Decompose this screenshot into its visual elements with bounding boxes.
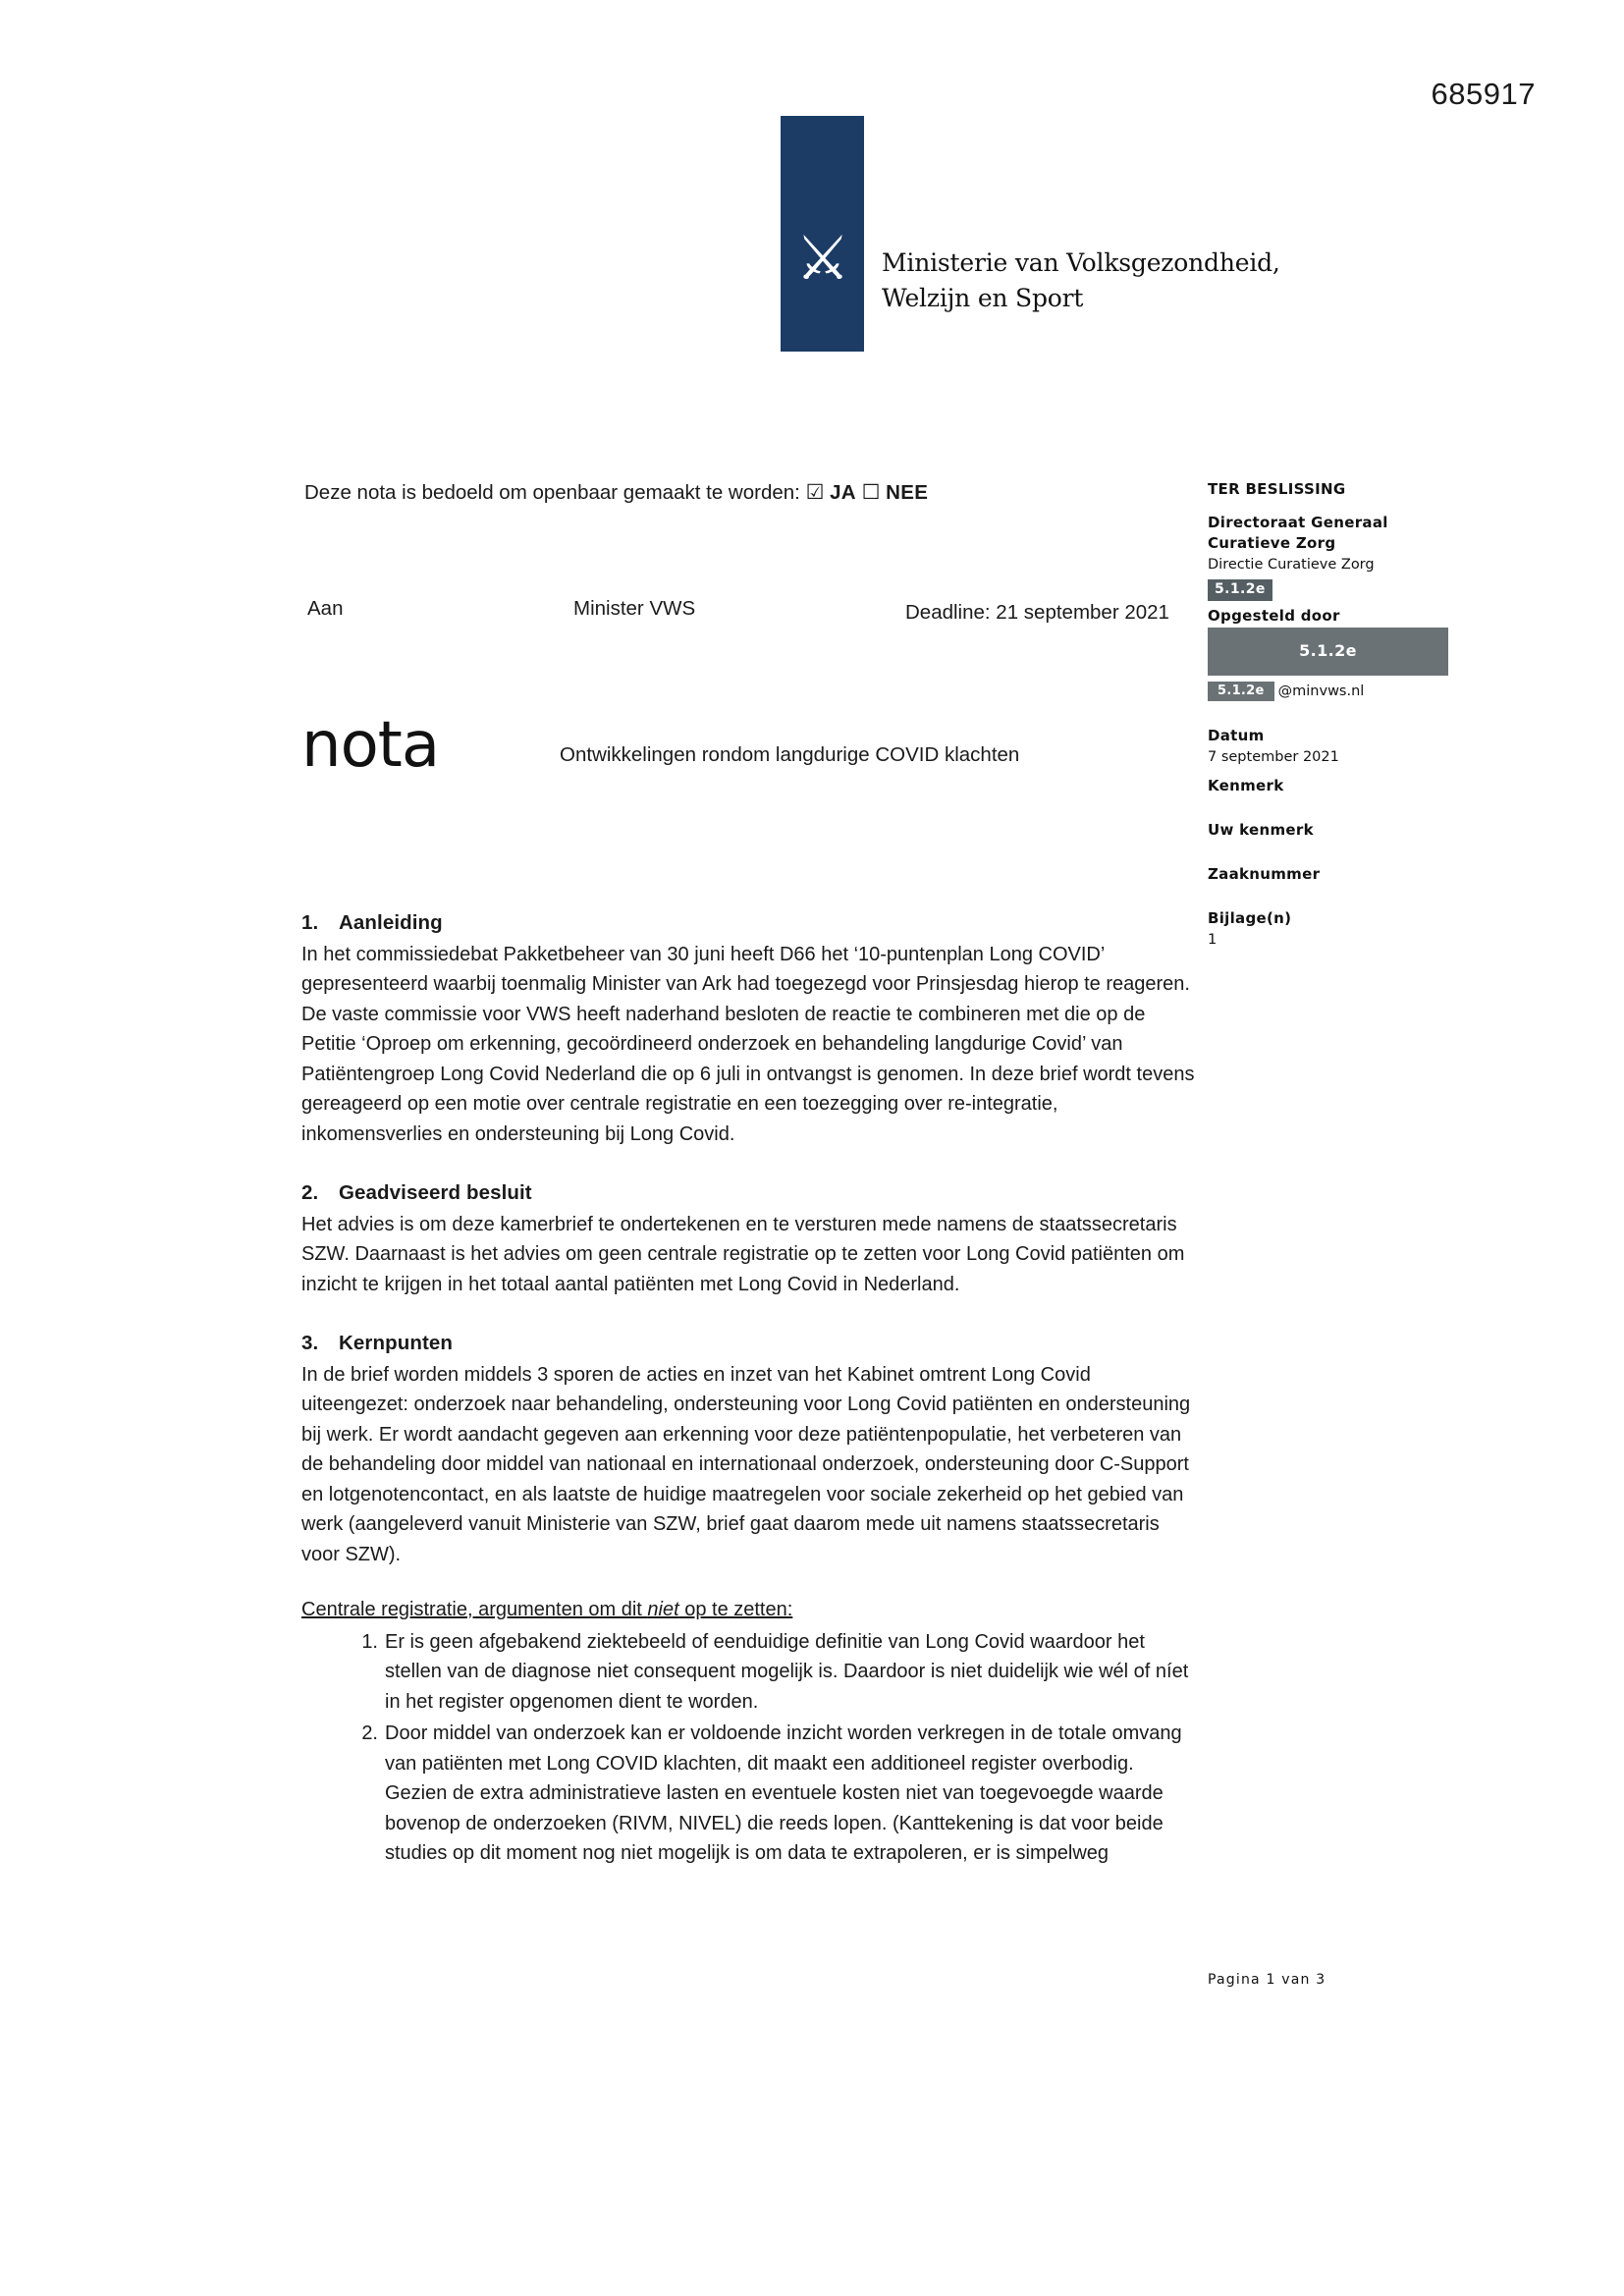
checkbox-yes[interactable]: ☑ — [805, 480, 825, 504]
zaaknummer-label: Zaaknummer — [1208, 865, 1321, 883]
uw-kenmerk-label: Uw kenmerk — [1208, 821, 1314, 839]
addressee-label: Aan — [307, 597, 344, 620]
metadata-column — [1208, 480, 1483, 950]
org-line-1: Directoraat Generaal — [1208, 514, 1388, 531]
checkbox-no-label: NEE — [886, 481, 929, 504]
ministry-logo — [781, 116, 1330, 352]
redacted-email-user: 5.1.2e — [1208, 682, 1274, 701]
ministry-name — [882, 246, 1280, 316]
list-item-text: Door middel van onderzoek kan er voldoende inzicht worden verkregen in de totale omvang van patiënten met Long COVID klachten, dit maakt een additioneel register overbodig. Gezien de extra administratieve lasten en eventuele kosten niet van toegevoegde waarde bovenop de onderzoeken (RIVM, NIVEL) die reeds lopen. (Kanttekening is dat voor beide studies op dit moment nog niet mogelijk is om data te extrapoleren, er is simpelweg — [385, 1722, 1182, 1864]
org-line-2: Curatieve Zorg — [1208, 534, 1336, 552]
section-2-number: 2. — [301, 1181, 319, 1204]
arguments-heading-italic: niet — [647, 1599, 679, 1620]
author-label: Opgesteld door — [1208, 607, 1340, 625]
section-3-number: 3. — [301, 1332, 319, 1354]
email-domain: @minvws.nl — [1277, 683, 1365, 699]
list-item-marker: 2. — [361, 1722, 378, 1744]
deadline-value: Deadline: 21 september 2021 — [905, 601, 1169, 624]
bijlagen-label: Bijlage(n) — [1208, 909, 1292, 927]
addressee-value: Minister VWS — [573, 597, 696, 620]
checkbox-no[interactable]: ☐ — [861, 480, 881, 504]
arguments-heading-pre: Centrale registratie, argumenten om dit — [301, 1599, 648, 1620]
section-2-body: Het advies is om deze kamerbrief te ondertekenen en te versturen mede namens de staatssecretaris SZW. Daarnaast is het advies om geen centrale registratie op te zetten voor Long Covid patiënten om inzicht te krijgen in het totaal aantal patiënten met Long Covid in Nederland. — [301, 1213, 1185, 1295]
list-item — [301, 1719, 1195, 1869]
list-item-marker: 1. — [361, 1630, 378, 1653]
redacted-author: 5.1.2e — [1208, 628, 1448, 676]
netherlands-coat-of-arms-icon: ⚔ — [795, 222, 850, 294]
arguments-heading — [301, 1595, 1195, 1625]
checkbox-yes-label: JA — [830, 481, 856, 504]
ministry-name-line1: Ministerie van Volksgezondheid, — [882, 248, 1280, 277]
list-item — [301, 1627, 1195, 1718]
bijlagen-value: 1 — [1208, 932, 1218, 948]
redacted-org-contact: 5.1.2e — [1208, 579, 1272, 601]
document-number: 685917 — [1431, 77, 1536, 111]
list-item-text: Er is geen afgebakend ziektebeeld of eenduidige definitie van Long Covid waardoor het stellen van de diagnose niet consequent mogelijk is. Daardoor is niet duidelijk wie wél of níet in het register opgenomen dient te worden. — [385, 1630, 1189, 1713]
section-2-title — [301, 1178, 1195, 1209]
page-footer: Pagina 1 van 3 — [1208, 1972, 1326, 1988]
section-2-heading: Geadviseerd besluit — [339, 1181, 532, 1204]
kenmerk-label: Kenmerk — [1208, 777, 1284, 794]
section-3-title — [301, 1329, 1195, 1359]
ministry-name-line2: Welzijn en Sport — [882, 284, 1084, 312]
section-1-title — [301, 908, 1195, 939]
section-1-body: In het commissiedebat Pakketbeheer van 30 juni heeft D66 het ‘10-puntenplan Long COVID’ gepresenteerd waarbij toenmalig Minister van Ark had toegezegd voor Prinsjesdag hierop te reageren. De vaste commissie voor VWS heeft naderhand besloten de reactie te combineren met die op de Petitie ‘Oproep om erkenning, gecoördineerd onderzoek en behandeling langdurige Covid’ van Patiëntengroep Long Covid Nederland die op 6 juli in ontvangst is genomen. In deze brief wordt tevens gereageerd op een motie over centrale registratie en een toezegging over re-integratie, inkomensverlies en ondersteuning bij Long Covid. — [301, 943, 1195, 1145]
org-line-3: Directie Curatieve Zorg — [1208, 557, 1375, 573]
redacted-email-row — [1208, 682, 1483, 701]
decision-label: TER BESLISSING — [1208, 480, 1346, 498]
document-body — [301, 908, 1195, 1871]
date-value: 7 september 2021 — [1208, 749, 1339, 765]
public-disclosure-line — [304, 480, 928, 505]
document-subject: Ontwikkelingen rondom langdurige COVID klachten — [560, 743, 1020, 766]
section-1-heading: Aanleiding — [339, 911, 443, 934]
arguments-list — [301, 1627, 1195, 1869]
arguments-heading-post: op te zetten: — [678, 1599, 793, 1620]
section-1-number: 1. — [301, 911, 319, 934]
date-label: Datum — [1208, 727, 1265, 744]
page-title: nota — [301, 709, 440, 782]
section-3-heading: Kernpunten — [339, 1332, 454, 1354]
public-disclosure-question: Deze nota is bedoeld om openbaar gemaakt te worden: — [304, 481, 800, 504]
section-3-body: In de brief worden middels 3 sporen de acties en inzet van het Kabinet omtrent Long Covid uiteengezet: onderzoek naar behandeling, ondersteuning voor Long Covid patiënten en ondersteuning bij werk. Er wordt aandacht gegeven aan erkenning voor deze patiëntenpopulatie, het verbeteren van de behandeling door middel van nationaal en internationaal onderzoek, ondersteuning door C-Support en lotgenotencontact, en als laatste de huidige maatregelen voor sociale zekerheid op het gebied van werk (aangeleverd vanuit Ministerie van SZW, brief gaat daarom mede uit namens staatssecretaris voor SZW). — [301, 1363, 1191, 1565]
